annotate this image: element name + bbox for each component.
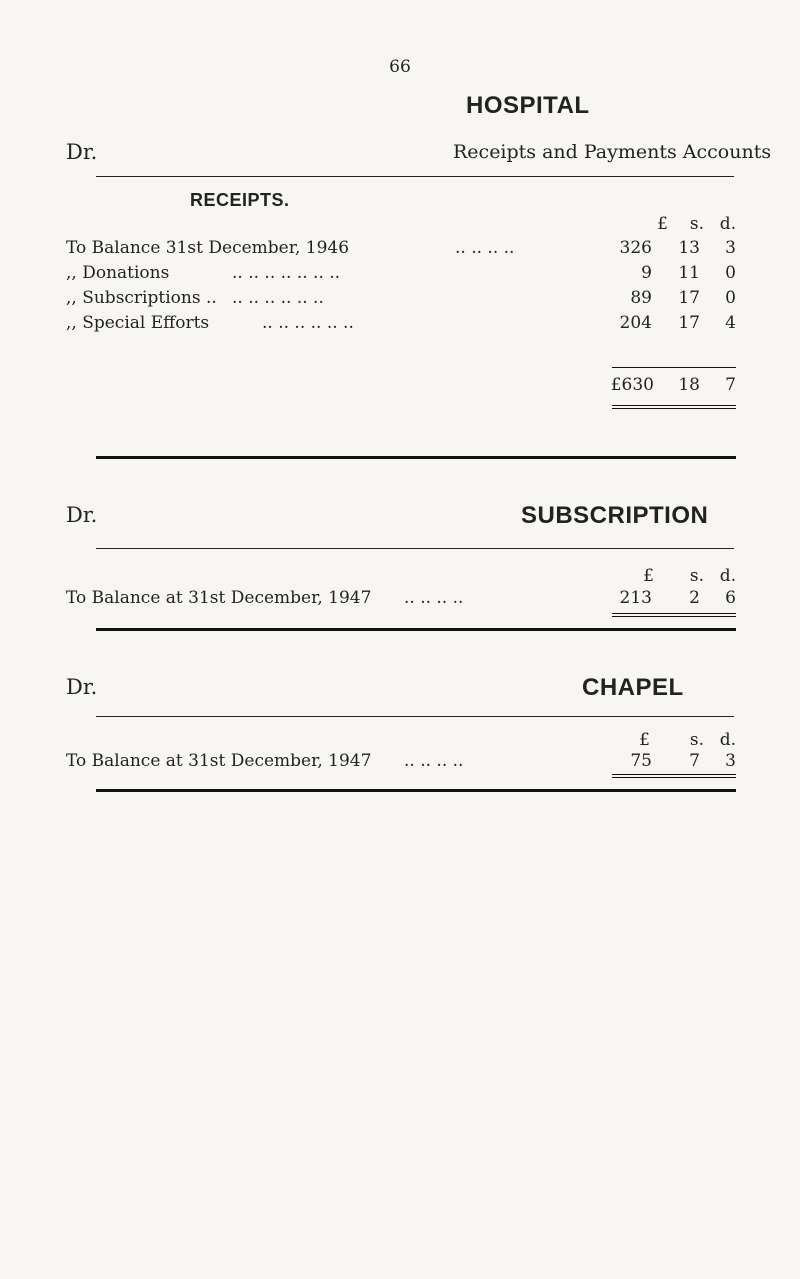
row-pounds: 75 <box>630 751 652 771</box>
subscription-col-shillings: s. <box>689 566 704 586</box>
hospital-total-rule <box>612 367 736 368</box>
hospital-top-rule <box>96 176 734 177</box>
subscription-col-pounds: £ <box>643 566 654 586</box>
chapel-dr-label: Dr. <box>66 675 98 699</box>
row-shillings: 2 <box>689 588 700 608</box>
row-shillings: 11 <box>678 263 700 283</box>
hospital-row <box>0 238 800 262</box>
row-leader-dots: .. .. .. .. .. .. .. <box>232 263 341 283</box>
subscription-row <box>0 588 800 612</box>
hospital-dr-label: Dr. <box>66 140 98 164</box>
row-pounds: 9 <box>641 263 652 283</box>
subscription-title: SUBSCRIPTION <box>521 502 709 529</box>
hospital-col-pence: d. <box>719 214 736 234</box>
row-leader-dots: .. .. .. .. .. .. <box>232 288 324 308</box>
row-label: To Balance 31st December, 1946 <box>66 238 350 258</box>
row-pounds: 326 <box>619 238 652 258</box>
subscription-col-pence: d. <box>719 566 736 586</box>
hospital-title: HOSPITAL <box>466 92 590 119</box>
subscription-bottom-rule <box>96 628 736 631</box>
hospital-row <box>0 288 800 312</box>
row-shillings: 17 <box>678 313 700 333</box>
row-pence: 0 <box>725 263 736 283</box>
chapel-title: CHAPEL <box>582 674 684 701</box>
row-leader-dots: .. .. .. .. <box>404 751 464 771</box>
row-shillings: 13 <box>678 238 700 258</box>
hospital-total-pounds: £630 <box>610 375 654 395</box>
chapel-row <box>0 751 800 775</box>
hospital-col-pounds: £ <box>657 214 668 234</box>
receipts-heading: RECEIPTS. <box>190 190 290 210</box>
page-number: 66 <box>389 57 411 77</box>
subscription-double-rule <box>612 613 736 617</box>
row-pounds: 213 <box>619 588 652 608</box>
hospital-col-shillings: s. <box>689 214 704 234</box>
row-leader-dots: .. .. .. .. <box>455 238 515 258</box>
row-label: ,, Donations <box>66 263 170 283</box>
hospital-total-double-rule <box>612 405 736 409</box>
row-pence: 4 <box>725 313 736 333</box>
subscription-dr-label: Dr. <box>66 503 98 527</box>
row-label: ,, Subscriptions .. <box>66 288 217 308</box>
chapel-double-rule <box>612 774 736 778</box>
chapel-col-pounds: £ <box>639 730 650 750</box>
hospital-row <box>0 263 800 287</box>
hospital-bottom-rule <box>96 456 736 459</box>
row-pence: 3 <box>725 238 736 258</box>
row-pence: 0 <box>725 288 736 308</box>
row-pounds: 204 <box>619 313 652 333</box>
hospital-total-pence: 7 <box>725 375 736 395</box>
hospital-subtitle: Receipts and Payments Accounts <box>453 141 772 163</box>
row-pence: 6 <box>725 588 736 608</box>
row-shillings: 7 <box>689 751 700 771</box>
row-leader-dots: .. .. .. .. <box>404 588 464 608</box>
row-pounds: 89 <box>630 288 652 308</box>
hospital-total-shillings: 18 <box>678 375 700 395</box>
chapel-top-rule <box>96 716 734 717</box>
row-shillings: 17 <box>678 288 700 308</box>
subscription-top-rule <box>96 548 734 549</box>
hospital-row <box>0 313 800 337</box>
chapel-col-shillings: s. <box>689 730 704 750</box>
row-pence: 3 <box>725 751 736 771</box>
row-leader-dots: .. .. .. .. .. .. <box>262 313 354 333</box>
row-label: To Balance at 31st December, 1947 <box>66 751 372 771</box>
row-label: To Balance at 31st December, 1947 <box>66 588 372 608</box>
chapel-bottom-rule <box>96 789 736 792</box>
chapel-col-pence: d. <box>719 730 736 750</box>
row-label: ,, Special Efforts <box>66 313 210 333</box>
